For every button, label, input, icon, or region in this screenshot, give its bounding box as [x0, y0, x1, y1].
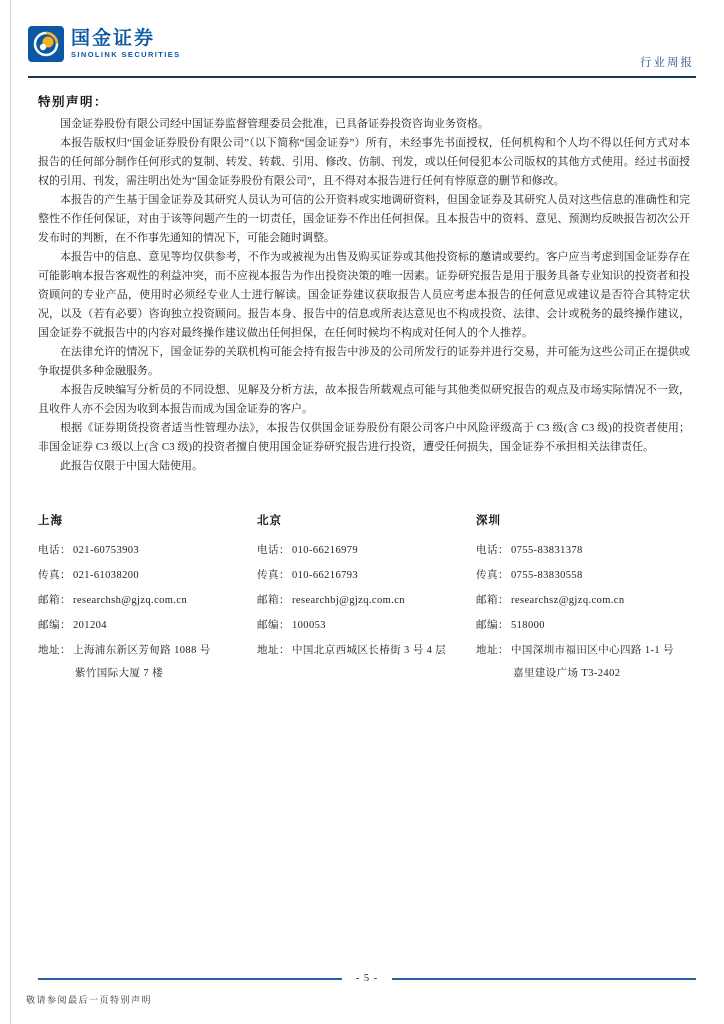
address-value: 上海浦东新区芳甸路 1088 号 — [73, 645, 211, 656]
office-address-row — [476, 644, 696, 657]
phone-value: 010-66216979 — [292, 545, 359, 556]
office-phone-row — [38, 544, 257, 557]
special-declaration-section — [38, 92, 690, 476]
declaration-paragraph-1: 国金证券股份有限公司经中国证券监督管理委员会批准，已具备证券投资咨询业务资格。 — [60, 118, 489, 130]
page-number: - 5 - — [355, 973, 379, 984]
address-line2 — [257, 667, 476, 680]
address-label: 地址： — [257, 645, 290, 656]
brand-name-en: SINOLINK SECURITIES — [71, 50, 181, 60]
left-edge-rule — [10, 0, 11, 1024]
declaration-paragraph-6: 本报告反映编写分析员的不同设想、见解及分析方法，故本报告所载观点可能与其他类似研究报告的观点及市场实际情况不一致，且收件人亦不会因为收到本报告而成为国金证券的客户。 — [38, 384, 690, 415]
zip-value: 518000 — [511, 620, 545, 631]
office-shanghai — [38, 512, 257, 680]
office-city: 深圳 — [476, 515, 501, 527]
email-label: 邮箱： — [257, 595, 290, 606]
report-type-label: 行业周报 — [640, 57, 694, 69]
office-shenzhen — [476, 512, 696, 680]
page-header — [28, 26, 696, 74]
fax-value: 0755-83830558 — [511, 570, 583, 581]
office-email-row — [476, 594, 696, 607]
email-label: 邮箱： — [476, 595, 509, 606]
phone-value: 0755-83831378 — [511, 545, 583, 556]
office-city: 上海 — [38, 515, 63, 527]
page-number-rule-right — [392, 978, 696, 980]
sinolink-logo — [28, 26, 181, 62]
header-divider — [28, 76, 696, 78]
fax-label: 传真： — [38, 570, 71, 581]
office-zip-row — [38, 619, 257, 632]
email-value: researchsz@gjzq.com.cn — [511, 595, 625, 606]
office-email-row — [38, 594, 257, 607]
declaration-title: 特别声明： — [38, 95, 109, 109]
zip-label: 邮编： — [257, 620, 290, 631]
declaration-paragraph-3: 本报告的产生基于国金证券及其研究人员认为可信的公开资料或实地调研资料，但国金证券及其研究人员对这些信息的准确性和完整性不作任何保证，对由于该等问题产生的一切责任，国金证券不作出任何担保。且本报告中的资料、意见、预测均反映报告初次公开发布时的判断，在不作事先通知的情况下，可能会随时调整。 — [38, 194, 690, 244]
declaration-paragraph-8: 此报告仅限于中国大陆使用。 — [60, 460, 203, 472]
phone-label: 电话： — [476, 545, 509, 556]
email-value: researchsh@gjzq.com.cn — [73, 595, 188, 606]
office-email-row — [257, 594, 476, 607]
fax-value: 021-61038200 — [73, 570, 140, 581]
address-value: 中国深圳市福田区中心四路 1-1 号 — [511, 645, 674, 656]
zip-value: 100053 — [292, 620, 326, 631]
office-fax-row — [257, 569, 476, 582]
address-value: 中国北京西城区长椿街 3 号 4 层 — [292, 645, 447, 656]
office-city: 北京 — [257, 515, 282, 527]
phone-label: 电话： — [257, 545, 290, 556]
office-beijing — [257, 512, 476, 680]
address-line2: 嘉里建设广场 T3-2402 — [513, 668, 621, 679]
sinolink-logo-icon — [28, 26, 64, 62]
zip-label: 邮编： — [476, 620, 509, 631]
declaration-paragraph-4: 本报告中的信息、意见等均仅供参考，不作为或被视为出售及购买证券或其他投资标的邀请或要约。客户应当考虑到国金证券存在可能影响本报告客观性的利益冲突，而不应视本报告为作出投资决策的唯一因素。证券研究报告是用于服务具备专业知识的投资者和投资顾问的专业产品，使用时必须经专业人士进行解读。国金证券建议获取报告人员应考虑本报告的任何意见或建议是否符合其特定状况，以及（若有必要）咨询独立投资顾问。报告本身、报告中的信息或所表达意见也不构成投资、法律、会计或税务的最终操作建议，国金证券不就报告中的内容对最终操作建议做出任何担保，在任何时候均不构成对任何人的个人推荐。 — [38, 251, 690, 339]
address-line2: 紫竹国际大厦 7 楼 — [75, 668, 163, 679]
phone-value: 021-60753903 — [73, 545, 140, 556]
office-address-row — [38, 644, 257, 657]
email-value: researchbj@gjzq.com.cn — [292, 595, 405, 606]
office-fax-row — [476, 569, 696, 582]
zip-label: 邮编： — [38, 620, 71, 631]
office-address-row — [257, 644, 476, 657]
declaration-paragraph-5: 在法律允许的情况下，国金证券的关联机构可能会持有报告中涉及的公司所发行的证券并进行交易，并可能为这些公司正在提供或争取提供多种金融服务。 — [38, 346, 690, 377]
office-fax-row — [38, 569, 257, 582]
fax-label: 传真： — [257, 570, 290, 581]
fax-label: 传真： — [476, 570, 509, 581]
logo-text — [71, 29, 181, 59]
office-contacts — [38, 512, 696, 680]
office-phone-row — [257, 544, 476, 557]
zip-value: 201204 — [73, 620, 107, 631]
brand-name-cn: 国金证券 — [71, 28, 156, 50]
email-label: 邮箱： — [38, 595, 71, 606]
footer-disclaimer-note: 敬请参阅最后一页特别声明 — [26, 995, 153, 1005]
declaration-paragraph-2: 本报告版权归“国金证券股份有限公司”（以下简称“国金证券”）所有，未经事先书面授权，任何机构和个人均不得以任何方式对本报告的任何部分制作任何形式的复制、转发、转载、引用、修改、仿制、刊发，或以任何侵犯本公司版权的其他方式使用。经过书面授权的引用、刊发，需注明出处为“国金证券股份有限公司”，且不得对本报告进行任何有悖原意的删节和修改。 — [38, 137, 690, 187]
phone-label: 电话： — [38, 545, 71, 556]
office-phone-row — [476, 544, 696, 557]
address-label: 地址： — [38, 645, 71, 656]
page-number-rule-left — [38, 978, 342, 980]
page-number-row — [38, 973, 696, 984]
fax-value: 010-66216793 — [292, 570, 359, 581]
address-label: 地址： — [476, 645, 509, 656]
declaration-paragraph-7: 根据《证券期货投资者适当性管理办法》，本报告仅供国金证券股份有限公司客户中风险评级高于 C3 级(含 C3 级)的投资者使用；非国金证券 C3 级以上(含 C3 级)的投资者擅自使用国金证券研究报告进行投资，遭受任何损失，国金证券不承担相关法律责任。 — [38, 422, 690, 453]
office-zip-row — [257, 619, 476, 632]
office-zip-row — [476, 619, 696, 632]
